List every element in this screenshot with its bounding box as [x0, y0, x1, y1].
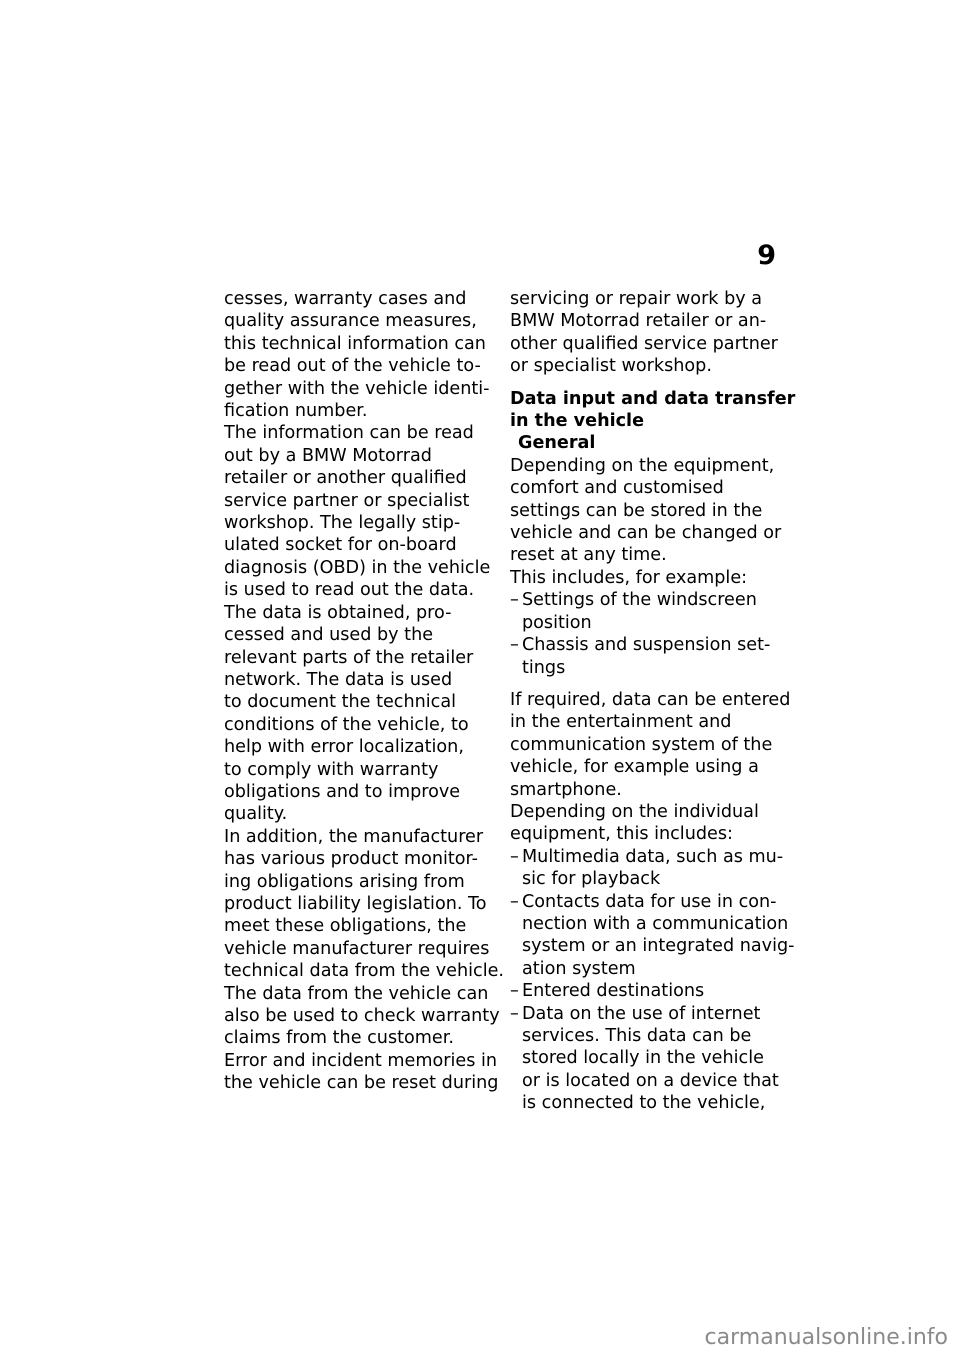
dash-marker: –	[510, 590, 519, 611]
right-column	[510, 288, 796, 1115]
text-line: Error and incident memories in	[224, 1050, 498, 1071]
text-line: The data from the vehicle can	[224, 983, 489, 1004]
list-text: Data on the use of internet	[522, 1003, 761, 1024]
list-text: ation system	[522, 958, 636, 979]
watermark: carmanualsonline.info	[704, 1325, 948, 1350]
text-line: reset at any time.	[510, 545, 667, 566]
dash-marker: –	[510, 846, 519, 867]
data-list	[510, 846, 795, 1115]
text-line: to document the technical	[224, 692, 457, 713]
list-text: Chassis and suspension set-	[522, 635, 771, 656]
list-item	[510, 980, 782, 1002]
text-line: the vehicle can be reset during	[224, 1073, 499, 1094]
list-text: stored locally in the vehicle	[522, 1048, 764, 1069]
paragraph-equipment	[510, 455, 782, 589]
list-item	[510, 589, 782, 634]
list-text: position	[522, 612, 592, 633]
text-line: is used to read out the data.	[224, 580, 475, 601]
dash-marker: –	[510, 635, 519, 656]
text-line: This includes, for example:	[510, 567, 748, 588]
list-text: Entered destinations	[522, 981, 705, 1002]
text-line: or specialist workshop.	[510, 356, 712, 377]
text-line: in the entertainment and	[510, 712, 732, 733]
dash-marker: –	[510, 1003, 519, 1024]
text-line: Depending on the equipment,	[510, 455, 775, 476]
text-line: cesses, warranty cases and	[224, 289, 467, 309]
text-line: other qualified service partner	[510, 333, 778, 354]
text-line: fication number.	[224, 401, 368, 422]
list-text: Multimedia data, such as mu-	[522, 846, 784, 867]
text-line: retailer or another qualified	[224, 468, 467, 489]
text-line: ing obligations arising from	[224, 871, 465, 892]
text-line: The data is obtained, pro-	[224, 602, 452, 623]
list-text: or is located on a device that	[522, 1070, 779, 1091]
text-line: BMW Motorrad retailer or an-	[510, 311, 767, 332]
heading-line: Data input and data transfer	[510, 388, 796, 409]
text-line: settings can be stored in the	[510, 500, 763, 521]
list-text: tings	[522, 657, 566, 678]
subheading-general: General	[518, 433, 596, 454]
left-column	[224, 288, 504, 1095]
intro-paragraph	[510, 288, 782, 378]
text-line: meet these obligations, the	[224, 916, 467, 937]
text-line: to comply with warranty	[224, 759, 439, 780]
heading-line: in the vehicle	[510, 411, 645, 432]
text-line: quality.	[224, 804, 288, 825]
text-line: quality assurance measures,	[224, 311, 477, 332]
text-line: service partner or specialist	[224, 490, 470, 511]
text-line: servicing or repair work by a	[510, 289, 763, 309]
text-line: ulated socket for on-board	[224, 535, 457, 556]
text-line: help with error localization,	[224, 737, 464, 758]
page-number: 9	[757, 240, 776, 271]
text-line: obligations and to improve	[224, 781, 461, 802]
text-line: equipment, this includes:	[510, 824, 733, 845]
text-line: In addition, the manufacturer	[224, 826, 484, 847]
list-item	[510, 891, 795, 981]
list-text: nection with a communication	[522, 913, 789, 934]
text-line: be read out of the vehicle to-	[224, 356, 481, 377]
text-line: out by a BMW Motorrad	[224, 445, 432, 466]
text-line: product liability legislation. To	[224, 893, 487, 914]
list-item	[510, 634, 782, 679]
text-line: diagnosis (OBD) in the vehicle	[224, 557, 491, 578]
text-line: vehicle and can be changed or	[510, 523, 782, 544]
text-line: cessed and used by the	[224, 625, 434, 646]
list-text: sic for playback	[522, 869, 661, 890]
list-text: Settings of the windscreen	[522, 590, 757, 611]
text-line: The information can be read	[224, 423, 474, 444]
text-line: workshop. The legally stip-	[224, 513, 461, 534]
dash-marker: –	[510, 981, 519, 1002]
list-text: is connected to the vehicle,	[522, 1093, 766, 1114]
text-line: vehicle, for example using a	[510, 757, 759, 778]
text-line: communication system of the	[510, 734, 773, 755]
list-item	[510, 846, 782, 891]
text-line: relevant parts of the retailer	[224, 647, 474, 668]
text-line: vehicle manufacturer requires	[224, 938, 490, 959]
section-heading	[510, 388, 796, 433]
paragraph-entertainment	[510, 689, 791, 846]
list-text: services. This data can be	[522, 1026, 752, 1046]
settings-list	[510, 589, 782, 679]
text-line: gether with the vehicle identi-	[224, 378, 490, 399]
text-line: claims from the customer.	[224, 1028, 454, 1049]
text-line: conditions of the vehicle, to	[224, 714, 469, 735]
list-text: system or an integrated navig-	[522, 936, 795, 957]
list-text: Contacts data for use in con-	[522, 891, 777, 912]
text-line: has various product monitor-	[224, 849, 479, 870]
text-line: also be used to check warranty	[224, 1006, 500, 1026]
text-line: smartphone.	[510, 779, 622, 800]
text-line: this technical information can	[224, 333, 486, 354]
text-line: Depending on the individual	[510, 801, 759, 822]
dash-marker: –	[510, 891, 519, 912]
text-line: If required, data can be entered	[510, 689, 791, 710]
text-line: technical data from the vehicle.	[224, 961, 504, 982]
text-line: network. The data is used	[224, 669, 453, 690]
list-item	[510, 1003, 782, 1115]
text-line: comfort and customised	[510, 478, 724, 499]
